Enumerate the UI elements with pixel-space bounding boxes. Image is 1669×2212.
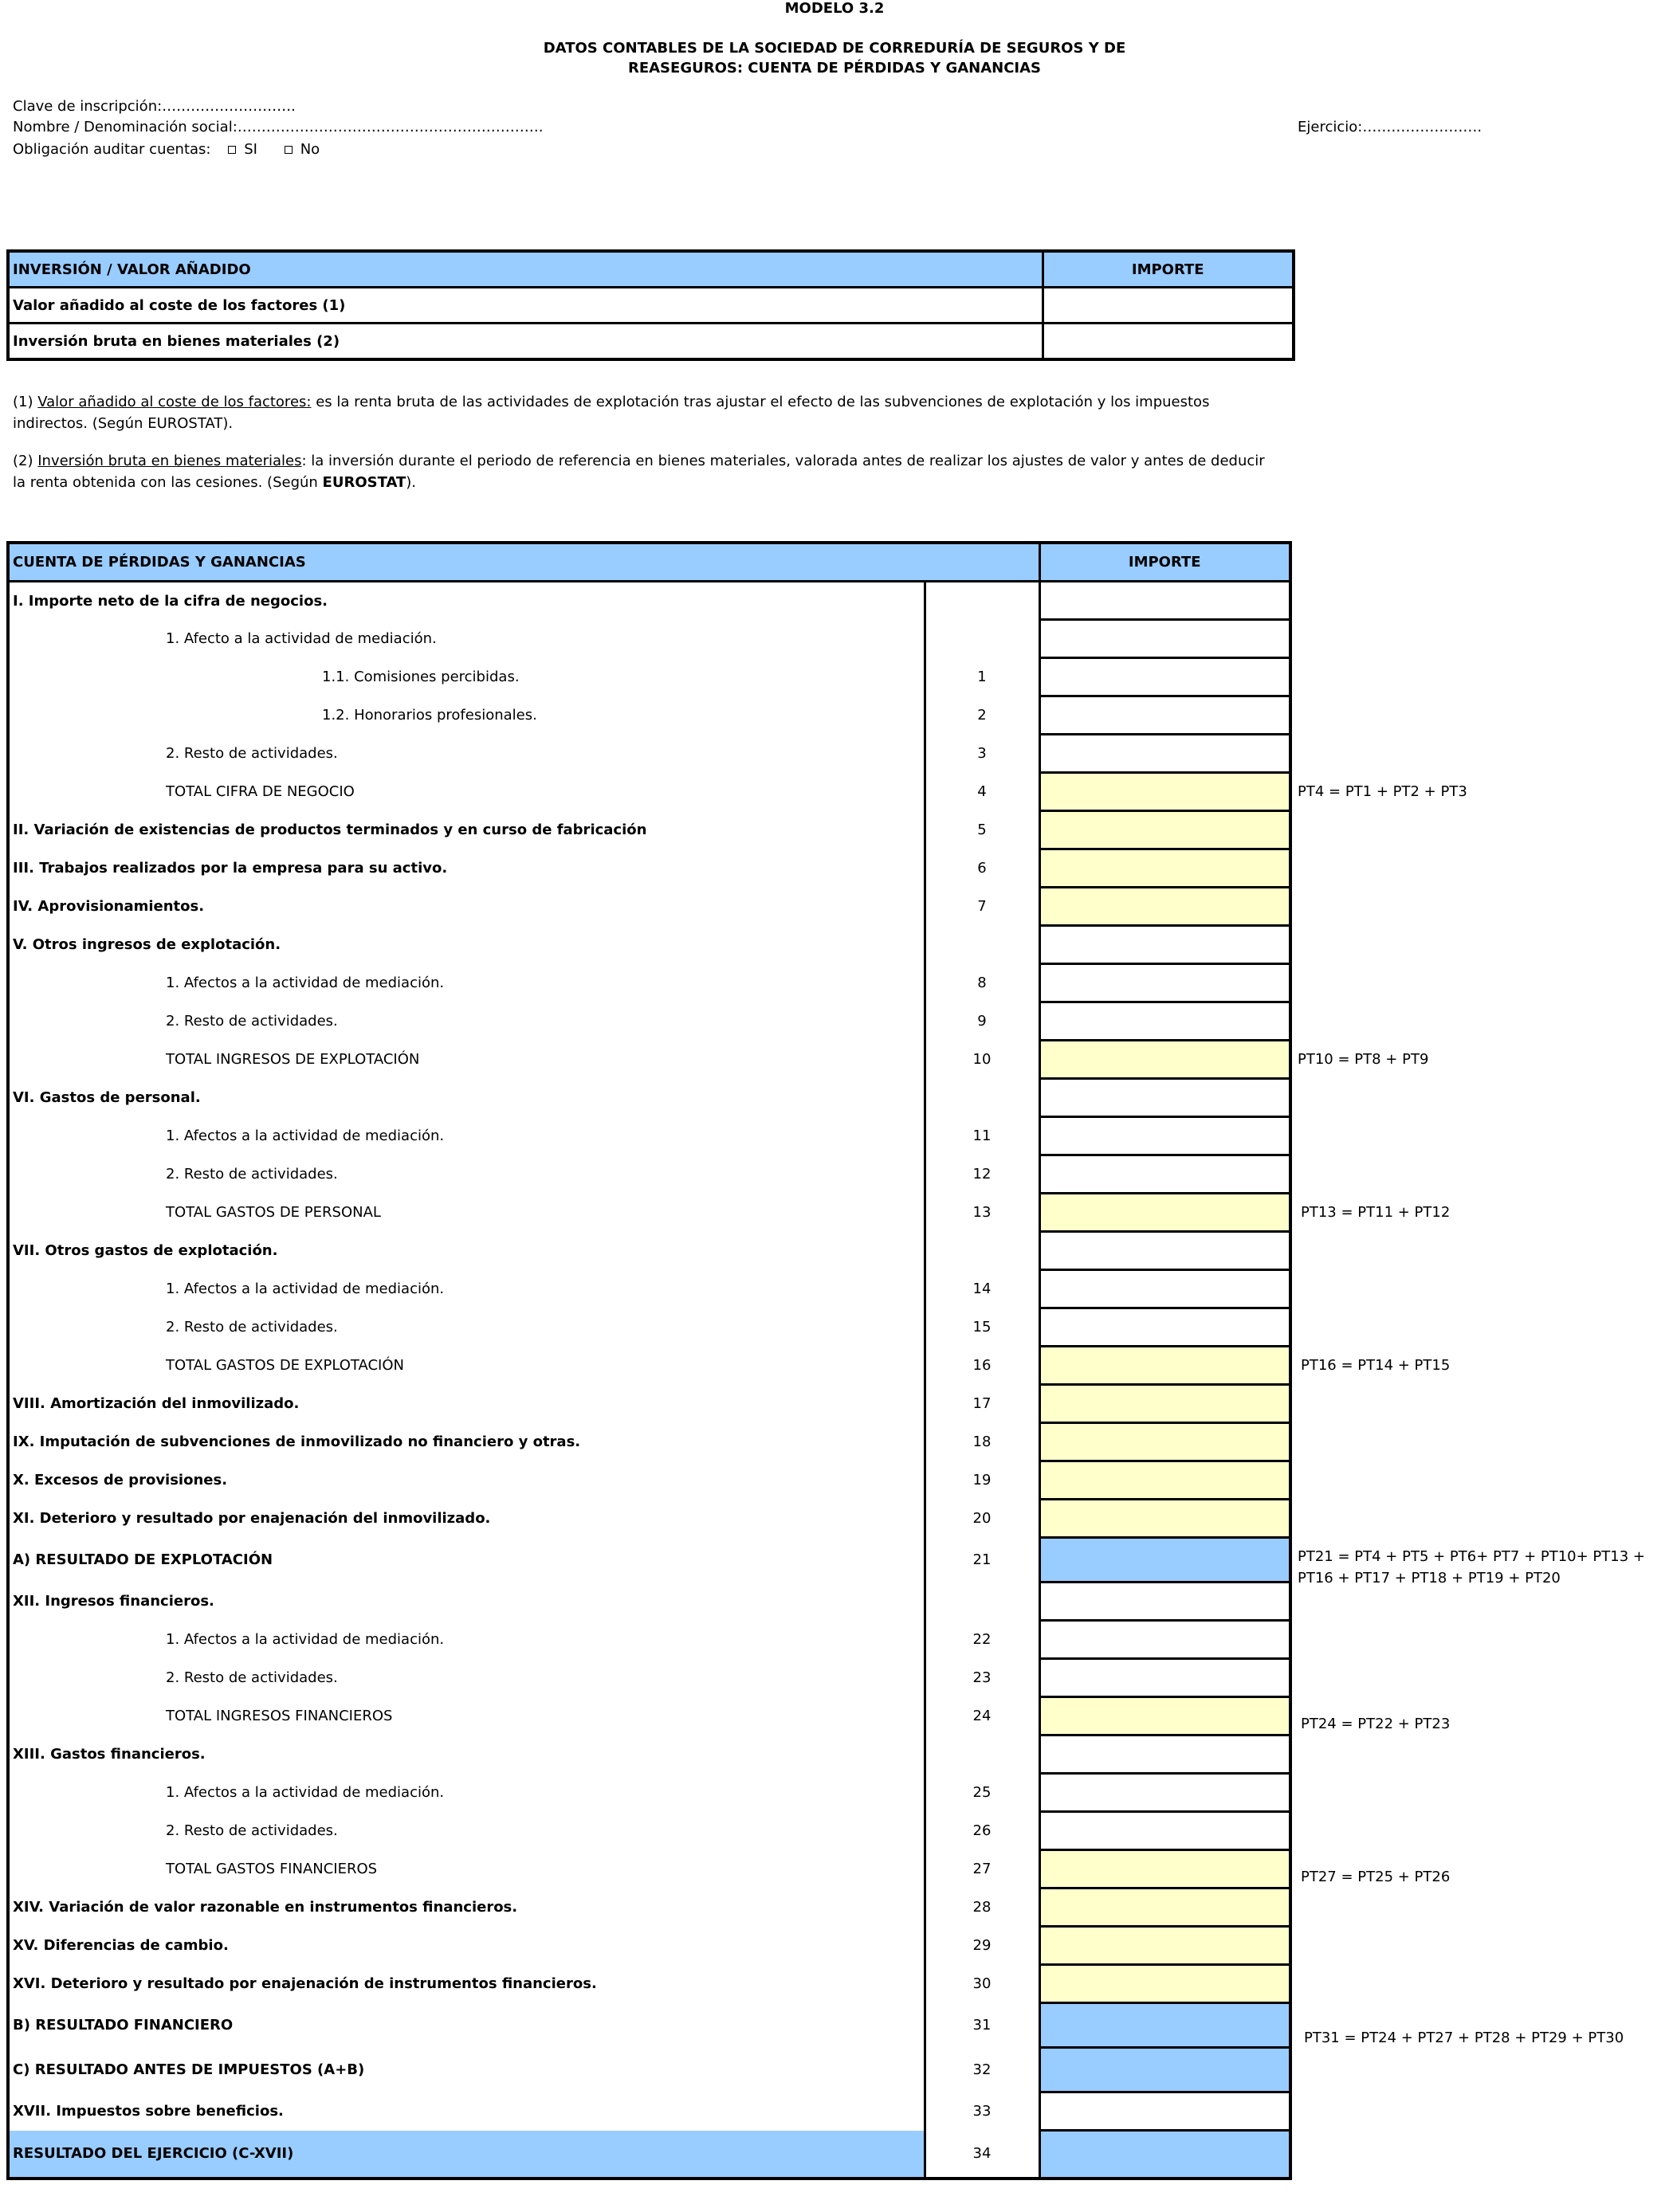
table-row	[8, 1774, 1290, 1812]
row-label: 1. Afectos a la actividad de mediación.	[8, 1117, 925, 1155]
row-label: 2. Resto de actividades.	[8, 1308, 925, 1347]
row-number: 3	[925, 735, 1039, 773]
table-row	[8, 1850, 1290, 1888]
row-number	[925, 926, 1039, 964]
table-row	[8, 1583, 1290, 1621]
table-row	[8, 926, 1290, 964]
row-number: 23	[925, 1659, 1039, 1697]
importe-input[interactable]	[1039, 2092, 1290, 2131]
importe-input[interactable]	[1039, 696, 1290, 735]
note-1-term: Valor añadido al coste de los factores:	[37, 394, 312, 410]
importe-input[interactable]	[1043, 324, 1294, 360]
row-label: XV. Diferencias de cambio.	[8, 1927, 925, 1965]
importe-input[interactable]	[1039, 849, 1290, 888]
row-label: I. Importe neto de la cifra de negocios.	[8, 582, 925, 620]
row-number: 13	[925, 1194, 1039, 1232]
row-label: TOTAL GASTOS DE EXPLOTACIÓN	[8, 1347, 925, 1385]
note-1-prefix: (1)	[13, 394, 33, 410]
row-label: XVI. Deterioro y resultado por enajenación de instrumentos financieros.	[8, 1965, 925, 2003]
row-number	[925, 1583, 1039, 1621]
row-label: XIV. Variación de valor razonable en instrumentos financieros.	[8, 1888, 925, 1927]
importe-input[interactable]	[1039, 1232, 1290, 1270]
row-label: TOTAL INGRESOS FINANCIEROS	[8, 1697, 925, 1735]
importe-input[interactable]	[1043, 288, 1294, 324]
importe-input[interactable]	[1039, 888, 1290, 926]
formula-pt13: PT13 = PT11 + PT12	[1301, 1204, 1451, 1221]
row-label: 1.1. Comisiones percibidas.	[8, 658, 925, 696]
row-label: 2. Resto de actividades.	[8, 1002, 925, 1041]
table-row	[8, 324, 1294, 360]
table-row	[8, 2131, 1290, 2179]
table-row	[8, 1194, 1290, 1232]
row-label: VI. Gastos de personal.	[8, 1079, 925, 1117]
row-number: 17	[925, 1385, 1039, 1423]
table-row	[8, 2048, 1290, 2092]
model-code: MODELO 3.2	[784, 0, 885, 17]
row-label: TOTAL GASTOS FINANCIEROS	[8, 1850, 925, 1888]
clave-field: Clave de inscripción:……………………….	[13, 98, 296, 115]
table-row	[8, 811, 1290, 849]
row-number: 18	[925, 1423, 1039, 1461]
row-label: RESULTADO DEL EJERCICIO (C-XVII)	[8, 2131, 925, 2179]
row-label: B) RESULTADO FINANCIERO	[8, 2003, 925, 2048]
table-row	[8, 735, 1290, 773]
row-number: 6	[925, 849, 1039, 888]
table-row	[8, 1735, 1290, 1774]
title-line-2: REASEGUROS: CUENTA DE PÉRDIDAS Y GANANCIAS	[627, 60, 1042, 76]
row-label: TOTAL CIFRA DE NEGOCIO	[8, 773, 925, 811]
inversion-header: INVERSIÓN / VALOR AÑADIDO	[8, 251, 1043, 288]
table-row	[8, 1461, 1290, 1500]
note-1-text: es la renta bruta de las actividades de explotación tras ajustar el efecto de las subvenciones de explotación y los impuestos indirectos. (Según EUROSTAT).	[13, 394, 1210, 432]
row-label: Inversión bruta en bienes materiales (2)	[8, 324, 1043, 360]
formula-pt24: PT24 = PT22 + PT23	[1301, 1716, 1451, 1732]
row-label: XII. Ingresos financieros.	[8, 1583, 925, 1621]
audit-question	[13, 142, 320, 158]
formula-pt16: PT16 = PT14 + PT15	[1301, 1357, 1451, 1374]
importe-input[interactable]	[1039, 926, 1290, 964]
importe-input[interactable]	[1039, 1965, 1290, 2003]
table-row	[8, 1002, 1290, 1041]
importe-input[interactable]	[1039, 1347, 1290, 1385]
row-number	[925, 1735, 1039, 1774]
row-number: 2	[925, 696, 1039, 735]
pyg-header-row	[8, 543, 1290, 582]
row-label: Valor añadido al coste de los factores (1)	[8, 288, 1043, 324]
pyg-header: CUENTA DE PÉRDIDAS Y GANANCIAS	[8, 543, 1039, 582]
row-label: 1. Afectos a la actividad de mediación.	[8, 964, 925, 1002]
row-label: XVII. Impuestos sobre beneficios.	[8, 2092, 925, 2131]
table-row	[8, 696, 1290, 735]
table-row	[8, 658, 1290, 696]
importe-input[interactable]	[1039, 1423, 1290, 1461]
title-line-1: DATOS CONTABLES DE LA SOCIEDAD DE CORREDURÍA DE SEGUROS Y DE	[543, 40, 1126, 57]
table-row	[8, 1697, 1290, 1735]
note-2-end: ).	[406, 474, 417, 491]
importe-input[interactable]	[1039, 1155, 1290, 1194]
importe-input[interactable]	[1039, 811, 1290, 849]
table-row	[8, 1659, 1290, 1697]
row-label: A) RESULTADO DE EXPLOTACIÓN	[8, 1538, 925, 1583]
inversion-table	[6, 249, 1295, 361]
row-label: 2. Resto de actividades.	[8, 1812, 925, 1850]
table-row	[8, 1423, 1290, 1461]
row-number: 26	[925, 1812, 1039, 1850]
nombre-field: Nombre / Denominación social:……………………………………………………….	[13, 119, 544, 135]
importe-input[interactable]	[1039, 1538, 1290, 1583]
importe-input[interactable]	[1039, 1659, 1290, 1697]
row-label: 1.2. Honorarios profesionales.	[8, 696, 925, 735]
importe-header: IMPORTE	[1043, 251, 1294, 288]
importe-input[interactable]	[1039, 1041, 1290, 1079]
row-number: 33	[925, 2092, 1039, 2131]
row-label: XIII. Gastos financieros.	[8, 1735, 925, 1774]
importe-input[interactable]	[1039, 2003, 1290, 2048]
label-si: SI	[244, 141, 257, 158]
importe-input[interactable]	[1039, 773, 1290, 811]
row-label: X. Excesos de provisiones.	[8, 1461, 925, 1500]
importe-input[interactable]	[1039, 1194, 1290, 1232]
row-number: 14	[925, 1270, 1039, 1308]
row-number: 10	[925, 1041, 1039, 1079]
row-label: 1. Afecto a la actividad de mediación.	[8, 620, 925, 658]
row-label: VII. Otros gastos de explotación.	[8, 1232, 925, 1270]
row-number: 4	[925, 773, 1039, 811]
row-number: 9	[925, 1002, 1039, 1041]
row-number: 25	[925, 1774, 1039, 1812]
table-row	[8, 1965, 1290, 2003]
formula-pt10: PT10 = PT8 + PT9	[1298, 1051, 1429, 1068]
note-2-text: : la inversión durante el periodo de referencia en bienes materiales, valorada antes de realizar los ajustes de valor y antes de deducir la renta obtenida con las cesiones. (Según	[13, 453, 1265, 491]
importe-input[interactable]	[1039, 1079, 1290, 1117]
note-1	[13, 391, 1272, 434]
row-number: 22	[925, 1621, 1039, 1659]
row-number: 32	[925, 2048, 1039, 2092]
importe-input[interactable]	[1039, 2131, 1290, 2179]
row-label: 1. Afectos a la actividad de mediación.	[8, 1621, 925, 1659]
row-number: 30	[925, 1965, 1039, 2003]
importe-input[interactable]	[1039, 1812, 1290, 1850]
importe-input[interactable]	[1039, 1888, 1290, 1927]
table-row	[8, 2003, 1290, 2048]
row-label: 1. Afectos a la actividad de mediación.	[8, 1270, 925, 1308]
row-label: 2. Resto de actividades.	[8, 735, 925, 773]
row-number: 12	[925, 1155, 1039, 1194]
table-row	[8, 1538, 1290, 1583]
table-row	[8, 773, 1290, 811]
importe-input[interactable]	[1039, 1774, 1290, 1812]
formula-pt21-line1: PT21 = PT4 + PT5 + PT6+ PT7 + PT10+ PT13 +	[1298, 1548, 1645, 1565]
row-number: 20	[925, 1500, 1039, 1538]
table-row	[8, 849, 1290, 888]
formula-pt31: PT31 = PT24 + PT27 + PT28 + PT29 + PT30	[1304, 2030, 1624, 2046]
importe-input[interactable]	[1039, 1583, 1290, 1621]
row-number: 34	[925, 2131, 1039, 2179]
table-row	[8, 1117, 1290, 1155]
row-number: 16	[925, 1347, 1039, 1385]
formula-pt27: PT27 = PT25 + PT26	[1301, 1869, 1451, 1885]
importe-input[interactable]	[1039, 1002, 1290, 1041]
table-row	[8, 288, 1294, 324]
checkbox-si[interactable]	[228, 146, 236, 154]
row-number: 11	[925, 1117, 1039, 1155]
row-label: VIII. Amortización del inmovilizado.	[8, 1385, 925, 1423]
row-label: II. Variación de existencias de productos terminados y en curso de fabricación	[8, 811, 925, 849]
table-row	[8, 1232, 1290, 1270]
table-row	[8, 1079, 1290, 1117]
note-2-bold: EUROSTAT	[322, 474, 406, 491]
importe-input[interactable]	[1039, 1270, 1290, 1308]
row-label: V. Otros ingresos de explotación.	[8, 926, 925, 964]
row-number: 27	[925, 1850, 1039, 1888]
table-row	[8, 1308, 1290, 1347]
importe-input[interactable]	[1039, 1308, 1290, 1347]
row-label: TOTAL INGRESOS DE EXPLOTACIÓN	[8, 1041, 925, 1079]
importe-input[interactable]	[1039, 1621, 1290, 1659]
note-2-term: Inversión bruta en bienes materiales	[37, 453, 302, 469]
importe-input[interactable]	[1039, 582, 1290, 620]
importe-input[interactable]	[1039, 620, 1290, 658]
table-row	[8, 1270, 1290, 1308]
table-row	[8, 582, 1290, 620]
row-number: 15	[925, 1308, 1039, 1347]
row-number: 7	[925, 888, 1039, 926]
ejercicio-field: Ejercicio:…………………….	[1298, 119, 1482, 135]
row-number: 19	[925, 1461, 1039, 1500]
formula-pt21-line2: PT16 + PT17 + PT18 + PT19 + PT20	[1298, 1570, 1561, 1586]
table-row	[8, 1155, 1290, 1194]
row-number	[925, 620, 1039, 658]
table-row	[8, 2092, 1290, 2131]
note-2-prefix: (2)	[13, 453, 33, 469]
table-row	[8, 620, 1290, 658]
importe-input[interactable]	[1039, 1385, 1290, 1423]
row-number	[925, 1079, 1039, 1117]
table-row	[8, 1347, 1290, 1385]
note-2	[13, 450, 1272, 493]
row-number: 29	[925, 1927, 1039, 1965]
importe-input[interactable]	[1039, 2048, 1290, 2092]
row-label: IV. Aprovisionamientos.	[8, 888, 925, 926]
row-label: 1. Afectos a la actividad de mediación.	[8, 1774, 925, 1812]
formula-pt21	[1298, 1546, 1645, 1589]
row-label: C) RESULTADO ANTES DE IMPUESTOS (A+B)	[8, 2048, 925, 2092]
importe-input[interactable]	[1039, 964, 1290, 1002]
importe-input[interactable]	[1039, 1850, 1290, 1888]
row-label: TOTAL GASTOS DE PERSONAL	[8, 1194, 925, 1232]
table-row	[8, 964, 1290, 1002]
importe-input[interactable]	[1039, 658, 1290, 696]
row-label: IX. Imputación de subvenciones de inmovilizado no financiero y otras.	[8, 1423, 925, 1461]
row-number	[925, 582, 1039, 620]
row-number: 28	[925, 1888, 1039, 1927]
importe-input[interactable]	[1039, 1117, 1290, 1155]
page-title	[0, 38, 1669, 78]
row-label: 2. Resto de actividades.	[8, 1155, 925, 1194]
checkbox-no[interactable]	[285, 146, 293, 154]
table-row	[8, 1041, 1290, 1079]
row-label: XI. Deterioro y resultado por enajenación del inmovilizado.	[8, 1500, 925, 1538]
row-number: 24	[925, 1697, 1039, 1735]
row-number: 8	[925, 964, 1039, 1002]
table-row	[8, 1500, 1290, 1538]
table-row	[8, 1927, 1290, 1965]
table-row	[8, 1621, 1290, 1659]
pyg-table	[6, 541, 1292, 2180]
importe-input[interactable]	[1039, 1697, 1290, 1735]
importe-input[interactable]	[1039, 1927, 1290, 1965]
table-row	[8, 1888, 1290, 1927]
audit-label: Obligación auditar cuentas:	[13, 141, 211, 158]
row-number: 5	[925, 811, 1039, 849]
row-number: 1	[925, 658, 1039, 696]
importe-input[interactable]	[1039, 1735, 1290, 1774]
row-number: 21	[925, 1538, 1039, 1583]
label-no: No	[300, 141, 320, 158]
row-number: 31	[925, 2003, 1039, 2048]
importe-input[interactable]	[1039, 1461, 1290, 1500]
row-label: 2. Resto de actividades.	[8, 1659, 925, 1697]
inversion-header-row	[8, 251, 1294, 288]
importe-input[interactable]	[1039, 735, 1290, 773]
table-row	[8, 1385, 1290, 1423]
importe-input[interactable]	[1039, 1500, 1290, 1538]
table-row	[8, 888, 1290, 926]
importe-header: IMPORTE	[1039, 543, 1290, 582]
formula-pt4: PT4 = PT1 + PT2 + PT3	[1298, 783, 1467, 800]
row-number	[925, 1232, 1039, 1270]
row-label: III. Trabajos realizados por la empresa para su activo.	[8, 849, 925, 888]
table-row	[8, 1812, 1290, 1850]
